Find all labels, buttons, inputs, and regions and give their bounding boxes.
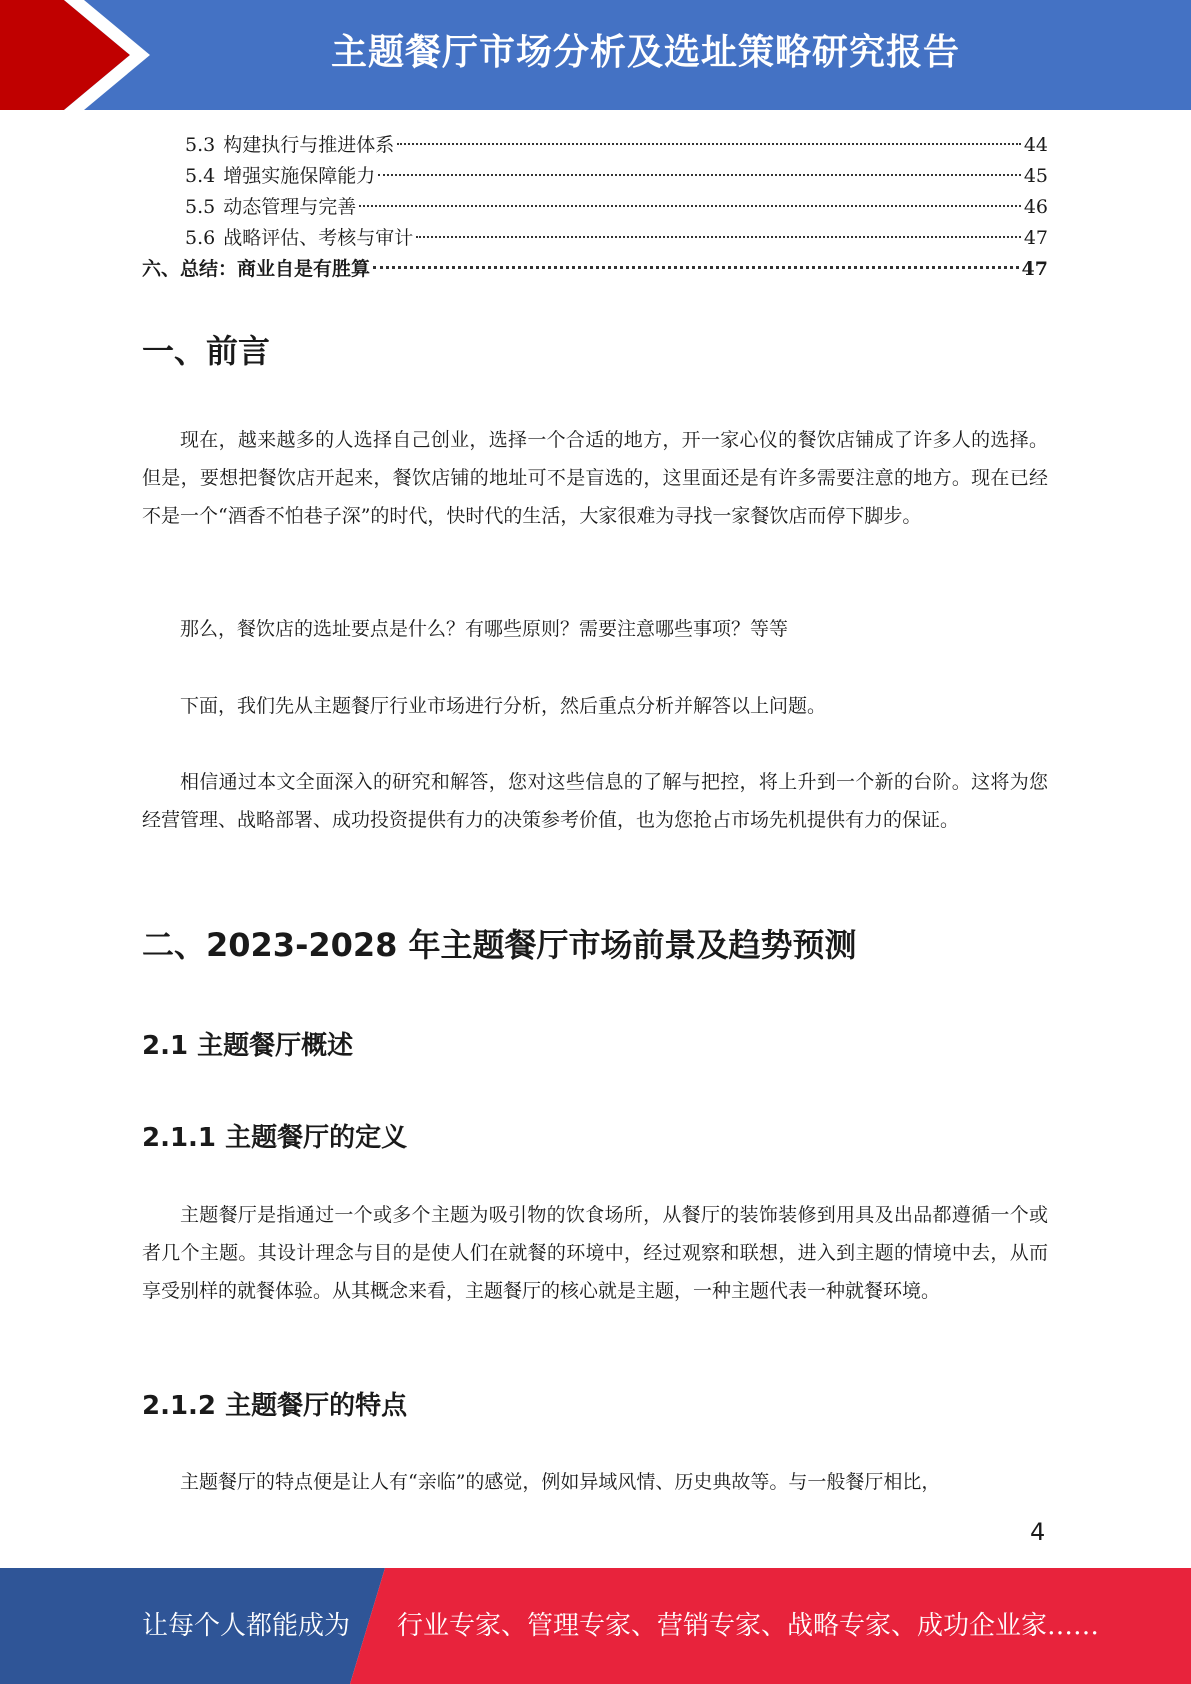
toc-entry[interactable]	[142, 192, 1048, 223]
toc-entry[interactable]	[142, 161, 1048, 192]
footer-banner	[0, 1568, 1191, 1684]
paragraph: 主题餐厅是指通过一个或多个主题为吸引物的饮食场所，从餐厅的装饰装修到用具及出品都遵循一个或者几个主题。其设计理念与目的是使人们在就餐的环境中，经过观察和联想，进入到主题的情境中去，从而享受别样的就餐体验。从其概念来看，主题餐厅的核心就是主题，一种主题代表一种就餐环境。	[142, 1204, 1048, 1302]
toc-entry-page: 45	[1023, 165, 1048, 187]
section-heading-preface: 一、前言	[142, 332, 271, 370]
toc-entry-label: 构建执行与推进体系	[223, 134, 395, 156]
toc-entry-number: 5.5	[185, 196, 216, 218]
section-heading-forecast: 二、2023-2028 年主题餐厅市场前景及趋势预测	[142, 926, 857, 964]
toc-leader-dots	[373, 266, 1019, 269]
paragraph: 相信通过本文全面深入的研究和解答，您对这些信息的了解与把控，将上升到一个新的台阶。这将为您经营管理、战略部署、成功投资提供有力的决策参考价值，也为您抢占市场先机提供有力的保证。	[142, 771, 1048, 831]
footer-slogan-left: 让每个人都能成为	[142, 1611, 351, 1641]
header-banner	[0, 0, 1191, 110]
table-of-contents	[142, 130, 1048, 285]
toc-entry-label: 战略评估、考核与审计	[223, 227, 414, 249]
toc-leader-dots	[378, 174, 1021, 176]
paragraph: 下面，我们先从主题餐厅行业市场进行分析，然后重点分析并解答以上问题。	[180, 695, 827, 717]
toc-entry-page: 46	[1023, 196, 1048, 218]
toc-entry-chapter[interactable]	[142, 254, 1048, 285]
report-title: 主题餐厅市场分析及选址策略研究报告	[330, 32, 960, 73]
page-number: 4	[1030, 1518, 1046, 1546]
footer-slogan-right: 行业专家、管理专家、营销专家、战略专家、成功企业家……	[397, 1611, 1100, 1641]
toc-entry-page: 47	[1023, 227, 1048, 249]
paragraph: 现在，越来越多的人选择自己创业，选择一个合适的地方，开一家心仪的餐饮店铺成了许多人的选择。但是，要想把餐饮店开起来，餐饮店铺的地址可不是盲选的，这里面还是有许多需要注意的地方。现在已经不是一个“酒香不怕巷子深”的时代，快时代的生活，大家很难为寻找一家餐饮店而停下脚步。	[142, 429, 1048, 527]
subsection-heading-overview: 2.1 主题餐厅概述	[142, 1031, 354, 1061]
toc-leader-dots	[397, 143, 1021, 145]
toc-entry-number: 5.4	[185, 165, 216, 187]
paragraph: 那么，餐饮店的选址要点是什么？有哪些原则？需要注意哪些事项？等等	[180, 618, 789, 640]
toc-entry-label: 六、总结：商业自是有胜算	[142, 258, 371, 280]
toc-leader-dots	[416, 236, 1021, 238]
subsection-heading-definition: 2.1.1 主题餐厅的定义	[142, 1123, 408, 1153]
toc-entry-number: 5.3	[185, 134, 216, 156]
toc-entry-label: 动态管理与完善	[223, 196, 357, 218]
toc-entry[interactable]	[142, 223, 1048, 254]
toc-entry-number: 5.6	[185, 227, 216, 249]
toc-leader-dots	[359, 205, 1021, 207]
toc-entry-page: 44	[1023, 134, 1048, 156]
toc-entry[interactable]	[142, 130, 1048, 161]
toc-entry-page: 47	[1021, 258, 1048, 280]
paragraph: 主题餐厅的特点便是让人有“亲临”的感觉，例如异域风情、历史典故等。与一般餐厅相比，	[180, 1471, 941, 1493]
subsection-heading-features: 2.1.2 主题餐厅的特点	[142, 1391, 408, 1421]
toc-entry-label: 增强实施保障能力	[223, 165, 376, 187]
